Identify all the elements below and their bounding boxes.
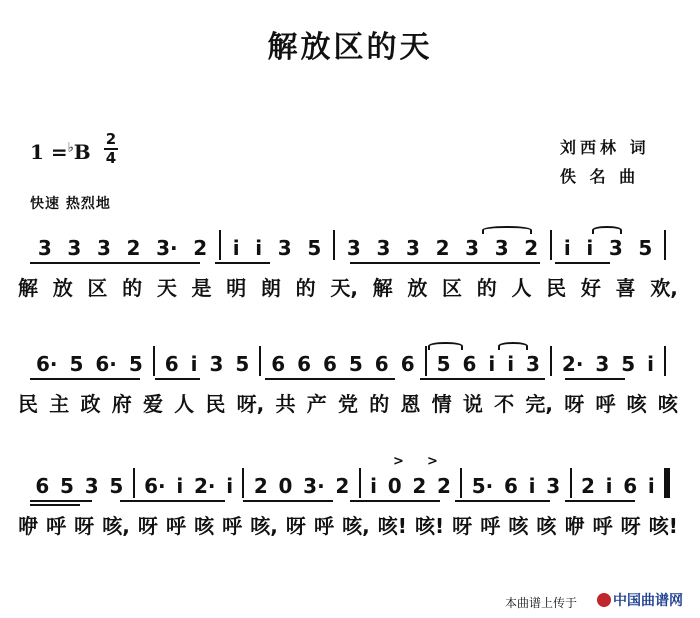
lyric-char: 是 <box>191 276 212 300</box>
lyric-char: 人 <box>174 392 195 416</box>
note: 3 <box>209 352 224 376</box>
lyric-char: 民 <box>546 276 567 300</box>
lyric-char: 呀 <box>452 514 473 538</box>
note: 2 <box>126 236 141 260</box>
lyric-char: 咳! <box>414 514 445 538</box>
note: 5 <box>69 352 84 376</box>
beam-line <box>30 504 80 506</box>
note: 5 <box>109 474 124 498</box>
beam-line <box>555 262 610 264</box>
note: 3 <box>84 474 99 498</box>
lyric-char: 区 <box>87 276 108 300</box>
beam-line <box>120 500 225 502</box>
note: 5 <box>621 352 636 376</box>
final-barline <box>664 468 670 498</box>
note: 6 <box>400 352 415 376</box>
beam-line <box>565 378 625 380</box>
lyric-char: 党 <box>337 392 358 416</box>
lyric-char: 的 <box>369 392 390 416</box>
flat-sign: ♭ <box>67 140 74 156</box>
lyric-char: 主 <box>49 392 70 416</box>
lyric-char: 咳! <box>648 514 678 538</box>
note: 6· <box>35 352 58 376</box>
note: i <box>176 474 184 498</box>
lyric-char: 呼 <box>166 514 186 538</box>
lyric-char: 咳 <box>626 392 647 416</box>
lyric-char: 共 <box>275 392 296 416</box>
note: 6 <box>323 352 337 376</box>
note: i <box>528 474 536 498</box>
key-signature <box>30 140 91 164</box>
lyric-char: 好 <box>580 276 601 300</box>
lyric-char: 咳 <box>536 514 557 538</box>
lyric-char: 呀 <box>74 514 95 538</box>
key-note: B <box>73 140 91 164</box>
note: 5 <box>60 474 74 498</box>
note: 2 <box>412 474 427 498</box>
note: 6 <box>503 474 518 498</box>
note: 3 <box>346 236 361 260</box>
meter-top: 2 <box>105 130 117 148</box>
note: 3 <box>546 474 561 498</box>
score-system-1 <box>0 222 700 302</box>
note: 6 <box>374 352 389 376</box>
note: 6 <box>164 352 179 376</box>
beam-line <box>350 500 440 502</box>
note: 3 <box>96 236 111 260</box>
lyric-char: 咳 <box>657 392 678 416</box>
tempo-marking: 快速 热烈地 <box>30 196 111 212</box>
lyric-char: 解 <box>18 276 38 300</box>
slur <box>592 226 622 234</box>
beam-line <box>350 262 540 264</box>
accent-mark: > <box>427 454 438 469</box>
beam-line <box>565 500 635 502</box>
note: 2 <box>580 474 595 498</box>
barline <box>242 468 244 498</box>
note: 0 <box>278 474 293 498</box>
lyric-char: 欢, <box>650 276 678 300</box>
lyric-char: 咳, <box>342 514 370 538</box>
barline <box>460 468 462 498</box>
note: i <box>370 474 377 498</box>
note: 3 <box>37 236 52 260</box>
lyric-char: 民 <box>205 392 226 416</box>
lyric-char: 呼 <box>222 514 243 538</box>
lyric-char: 咿 <box>18 514 38 538</box>
lyric-char: 呼 <box>592 514 613 538</box>
barline <box>153 346 155 376</box>
lyric-char: 的 <box>122 276 143 300</box>
lyric-char: 不 <box>494 392 515 416</box>
lyric-char: 呀 <box>564 392 585 416</box>
note: i <box>647 474 655 498</box>
barline <box>259 346 261 376</box>
lyric-char: 爱 <box>142 392 163 416</box>
lyric-char: 天, <box>330 276 358 300</box>
note: 5 <box>235 352 250 376</box>
lyric-char: 咿 <box>564 514 585 538</box>
key-prefix: 1 = <box>30 140 68 164</box>
beam-line <box>30 500 92 502</box>
note: 3 <box>376 236 391 260</box>
note: 3· <box>303 474 325 498</box>
note: i <box>190 352 198 376</box>
note: i <box>507 352 515 376</box>
lyric-char: 民 <box>18 392 38 416</box>
lyric-char: 天 <box>156 276 177 300</box>
lyrics-line-3 <box>18 510 678 539</box>
barline <box>359 468 361 498</box>
barline <box>550 230 552 260</box>
lyric-char: 呼 <box>46 514 67 538</box>
accent-mark: > <box>393 454 404 469</box>
lyrics-line-1 <box>18 272 678 301</box>
lyric-char: 解 <box>372 276 393 300</box>
composer-credit: 佚 名 曲 <box>560 167 640 186</box>
lyric-char: 明 <box>226 276 247 300</box>
lyric-char: 咳 <box>508 514 529 538</box>
lyric-char: 呀, <box>236 392 265 416</box>
lyric-char: 咳, <box>102 514 130 538</box>
beam-line <box>420 378 545 380</box>
lyric-char: 放 <box>407 276 428 300</box>
lyric-char: 咳! <box>377 514 407 538</box>
barline <box>333 230 335 260</box>
note: 5 <box>436 352 451 376</box>
barline <box>550 346 552 376</box>
footer-upload-note: 本曲谱上传于 <box>505 596 578 610</box>
note: 6· <box>144 474 166 498</box>
score-system-3 <box>0 454 700 542</box>
lyric-char: 府 <box>111 392 132 416</box>
note: 0 <box>387 474 402 498</box>
slur <box>498 342 528 350</box>
lyric-char: 的 <box>476 276 497 300</box>
note: i <box>226 474 234 498</box>
note: 2 <box>524 236 539 260</box>
note: 2 <box>253 474 268 498</box>
lyric-char: 朗 <box>260 276 281 300</box>
beam-line <box>265 378 395 380</box>
note: 3 <box>494 236 509 260</box>
barline <box>664 230 666 260</box>
time-signature <box>104 132 118 166</box>
notes-line-3 <box>30 468 670 498</box>
lyricist-credit: 刘西林 词 <box>560 138 650 157</box>
beam-line <box>155 378 200 380</box>
note: 5 <box>307 236 322 260</box>
note: i <box>232 236 240 260</box>
notes-line-2 <box>30 346 670 376</box>
note: 2 <box>437 474 451 498</box>
note: i <box>255 236 263 260</box>
lyric-char: 恩 <box>400 392 421 416</box>
note: 3 <box>277 236 292 260</box>
lyric-char: 放 <box>52 276 73 300</box>
lyric-char: 呼 <box>314 514 334 538</box>
note: 2· <box>561 352 584 376</box>
beam-line <box>215 262 270 264</box>
lyric-char: 政 <box>80 392 101 416</box>
note: i <box>488 352 496 376</box>
note: 3 <box>595 352 610 376</box>
note: 5· <box>471 474 494 498</box>
lyric-char: 咳 <box>194 514 215 538</box>
lyric-char: 呀 <box>620 514 641 538</box>
note: 5 <box>128 352 143 376</box>
note: 3 <box>608 236 623 260</box>
note: i <box>563 236 571 260</box>
note: 6· <box>95 352 117 376</box>
site-name: 中国曲谱网 <box>613 593 683 609</box>
lyric-char: 呀 <box>285 514 306 538</box>
note: 5 <box>638 236 653 260</box>
lyric-char: 完, <box>525 392 553 416</box>
lyric-char: 说 <box>462 392 483 416</box>
meter-bottom: 4 <box>105 149 117 167</box>
slur <box>428 342 463 350</box>
note: 6 <box>297 352 312 376</box>
lyric-char: 呀 <box>137 514 158 538</box>
note: 3 <box>465 236 480 260</box>
lyrics-line-2 <box>18 388 678 417</box>
lyric-char: 咳, <box>250 514 278 538</box>
lyric-char: 产 <box>306 392 327 416</box>
barline <box>219 230 221 260</box>
note: 5 <box>348 352 363 376</box>
beam-line <box>30 262 200 264</box>
lyric-char: 呼 <box>480 514 501 538</box>
note: 3· <box>156 236 178 260</box>
barline <box>425 346 427 376</box>
lyric-char: 情 <box>431 392 452 416</box>
note: 3 <box>67 236 82 260</box>
logo-icon <box>597 593 611 607</box>
slur <box>482 226 532 234</box>
barline <box>133 468 135 498</box>
note: i <box>647 352 655 376</box>
beam-line <box>30 378 140 380</box>
note: i <box>605 474 613 498</box>
note: 6 <box>35 474 50 498</box>
beam-line <box>243 500 333 502</box>
note: 6 <box>271 352 286 376</box>
site-logo <box>597 590 683 610</box>
note: 6 <box>623 474 638 498</box>
page-title: 解放区的天 <box>267 30 433 65</box>
note: i <box>586 236 594 260</box>
notes-line-1 <box>30 230 670 260</box>
lyric-char: 呼 <box>595 392 616 416</box>
note: 2 <box>335 474 350 498</box>
lyric-char: 人 <box>511 276 532 300</box>
lyric-char: 喜 <box>615 276 636 300</box>
lyric-char: 区 <box>442 276 463 300</box>
barline <box>570 468 572 498</box>
note: 3 <box>526 352 540 376</box>
lyric-char: 的 <box>295 276 316 300</box>
note: 2 <box>435 236 450 260</box>
note: 2· <box>193 474 216 498</box>
note: 6 <box>462 352 477 376</box>
note: 3 <box>406 236 420 260</box>
barline <box>664 346 666 376</box>
beam-line <box>455 500 550 502</box>
score-system-2 <box>0 340 700 420</box>
note: 2 <box>193 236 208 260</box>
